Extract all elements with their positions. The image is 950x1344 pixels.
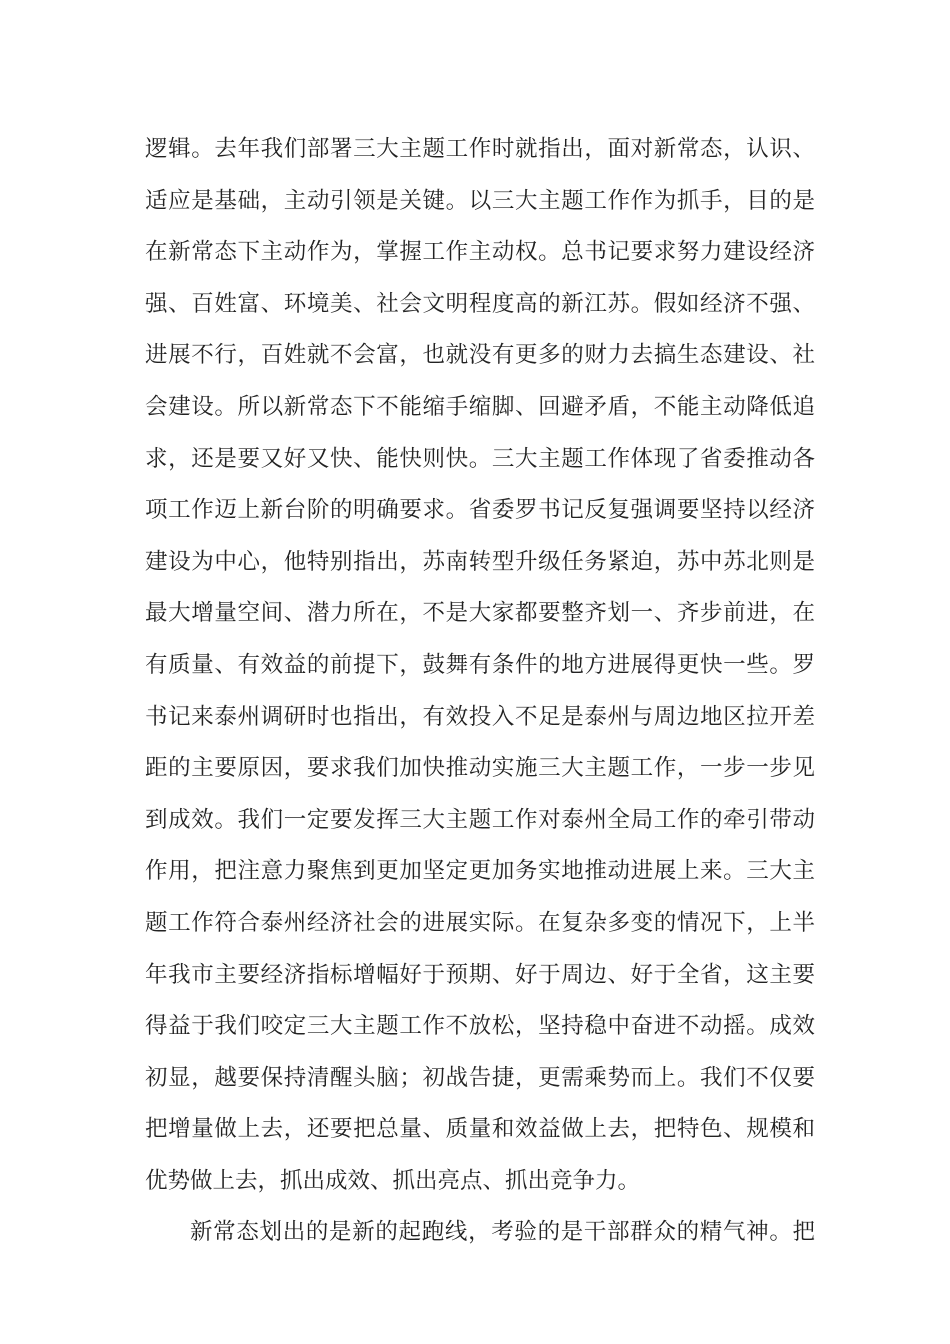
text-line: 到成效。我们一定要发挥三大主题工作对泰州全局工作的牵引带动 <box>145 806 815 833</box>
text-line: 优势做上去，抓出成效、抓出亮点、抓出竞争力。 <box>145 1167 641 1194</box>
text-line: 题工作符合泰州经济社会的进展实际。在复杂多变的情况下，上半 <box>145 909 815 936</box>
text-line: 把增量做上去，还要把总量、质量和效益做上去，把特色、规模和 <box>145 1116 815 1143</box>
body-text <box>145 124 815 1259</box>
text-line: 作用，把注意力聚焦到更加坚定更加务实地推动进展上来。三大主 <box>145 858 815 885</box>
text-line: 在新常态下主动作为，掌握工作主动权。总书记要求努力建设经济 <box>145 239 815 266</box>
text-line: 书记来泰州调研时也指出，有效投入不足是泰州与周边地区拉开差 <box>145 703 815 730</box>
paragraph-first-line: 新常态划出的是新的起跑线，考验的是干部群众的精气神。把 <box>190 1219 815 1246</box>
text-line: 强、百姓富、环境美、社会文明程度高的新江苏。假如经济不强、 <box>145 290 815 317</box>
text-line: 初显，越要保持清醒头脑；初战告捷，更需乘势而上。我们不仅要 <box>145 1064 815 1091</box>
text-line: 建设为中心，他特别指出，苏南转型升级任务紧迫，苏中苏北则是 <box>145 548 815 575</box>
text-line: 年我市主要经济指标增幅好于预期、好于周边、好于全省，这主要 <box>145 961 815 988</box>
text-line: 求，还是要又好又快、能快则快。三大主题工作体现了省委推动各 <box>145 445 815 472</box>
text-line: 会建设。所以新常态下不能缩手缩脚、回避矛盾，不能主动降低追 <box>145 393 815 420</box>
text-line: 得益于我们咬定三大主题工作不放松，坚持稳中奋进不动摇。成效 <box>145 1013 815 1040</box>
text-line: 适应是基础，主动引领是关键。以三大主题工作作为抓手，目的是 <box>145 187 815 214</box>
text-line: 最大增量空间、潜力所在，不是大家都要整齐划一、齐步前进，在 <box>145 600 815 627</box>
text-line: 逻辑。去年我们部署三大主题工作时就指出，面对新常态，认识、 <box>145 136 815 162</box>
text-line: 进展不行，百姓就不会富，也就没有更多的财力去搞生态建设、社 <box>145 342 815 369</box>
text-line: 有质量、有效益的前提下，鼓舞有条件的地方进展得更快一些。罗 <box>145 651 815 678</box>
text-line: 项工作迈上新台阶的明确要求。省委罗书记反复强调要坚持以经济 <box>145 497 815 524</box>
text-line: 距的主要原因，要求我们加快推动实施三大主题工作，一步一步见 <box>145 755 815 782</box>
